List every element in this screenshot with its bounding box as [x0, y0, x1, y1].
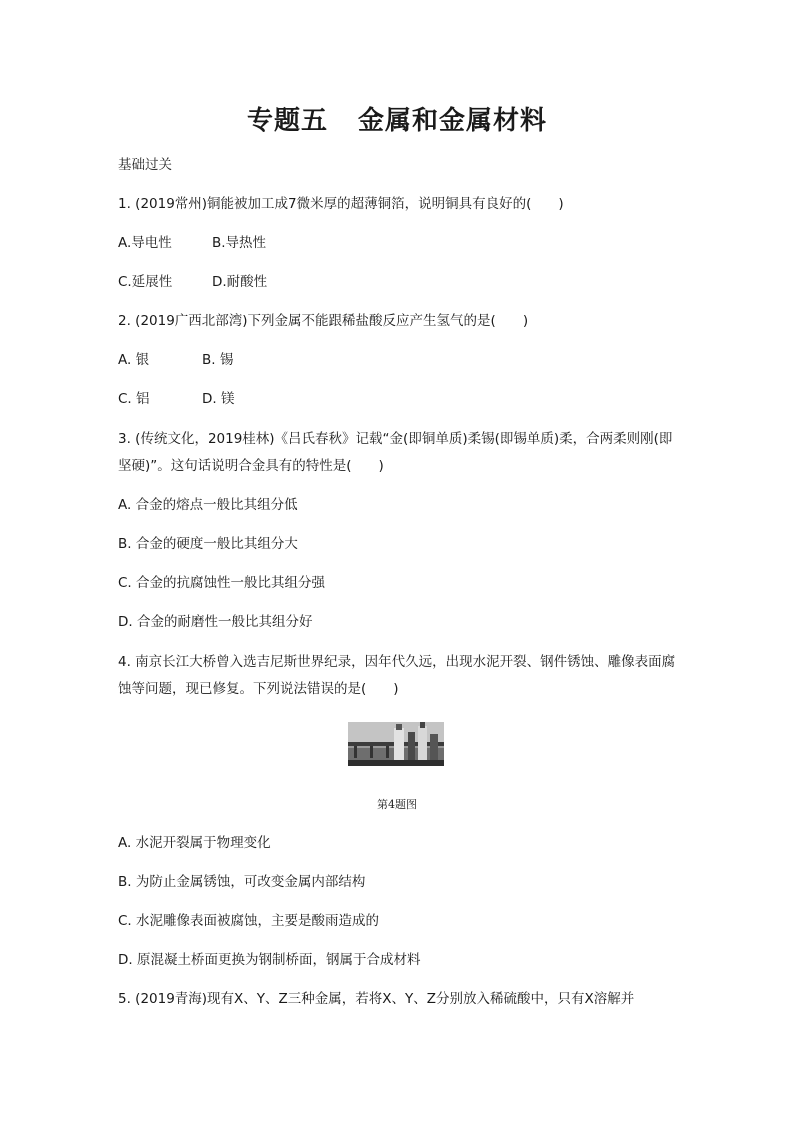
question-2-option-b: B. 锡 [202, 352, 234, 368]
question-3-option-a: A. 合金的熔点一般比其组分低 [118, 497, 298, 513]
figure-caption: 第4题图 [377, 798, 417, 811]
question-1-option-d: D.耐酸性 [212, 274, 268, 290]
question-1-options-row-1 [118, 234, 266, 252]
question-3-option-d: D. 合金的耐磨性一般比其组分好 [118, 614, 313, 630]
question-3-option-b: B. 合金的硬度一般比其组分大 [118, 536, 298, 552]
question-4-option-b: B. 为防止金属锈蚀，可改变金属内部结构 [118, 874, 366, 890]
question-4-option-a: A. 水泥开裂属于物理变化 [118, 835, 271, 851]
page-title [0, 100, 794, 137]
question-2-options-row-1 [118, 351, 233, 369]
title-topic-name: 金属和金属材料 [358, 106, 548, 136]
bridge-illustration [348, 722, 444, 766]
section-heading: 基础过关 [118, 157, 172, 173]
question-2-option-a: A. 银 [118, 352, 150, 368]
question-3-option-c: C. 合金的抗腐蚀性一般比其组分强 [118, 575, 326, 591]
question-2-option-c: C. 铝 [118, 391, 150, 407]
question-1-option-c: C.延展性 [118, 274, 173, 290]
question-2-option-d: D. 镁 [202, 391, 235, 407]
question-1-option-a: A.导电性 [118, 235, 172, 251]
question-2-options-row-2 [118, 390, 234, 408]
question-3-stem: 3. (传统文化，2019桂林)《吕氏春秋》记载“金(即铜单质)柔锡(即锡单质)柔，合两柔则刚(即坚硬)”。这句话说明合金具有的特性是( ) [118, 431, 673, 474]
question-4-option-d: D. 原混凝土桥面更换为钢制桥面，钢属于合成材料 [118, 952, 421, 968]
question-2-stem: 2. (2019广西北部湾)下列金属不能跟稀盐酸反应产生氢气的是( ) [118, 313, 529, 329]
question-4-option-c: C. 水泥雕像表面被腐蚀，主要是酸雨造成的 [118, 913, 380, 929]
question-5-stem: 5. (2019青海)现有X、Y、Z三种金属，若将X、Y、Z分别放入稀硫酸中，只有X溶解并 [118, 991, 635, 1007]
question-1-stem: 1. (2019常州)铜能被加工成7微米厚的超薄铜箔，说明铜具有良好的( ) [118, 196, 564, 212]
question-1-option-b: B.导热性 [212, 235, 267, 251]
question-1-options-row-2 [118, 273, 267, 291]
question-4-stem: 4. 南京长江大桥曾入选吉尼斯世界纪录，因年代久远，出现水泥开裂、钢件锈蚀、雕像表面腐蚀等问题，现已修复。下列说法错误的是( ) [118, 654, 676, 697]
bridge-photo [348, 722, 444, 766]
title-topic-number: 专题五 [246, 106, 328, 136]
